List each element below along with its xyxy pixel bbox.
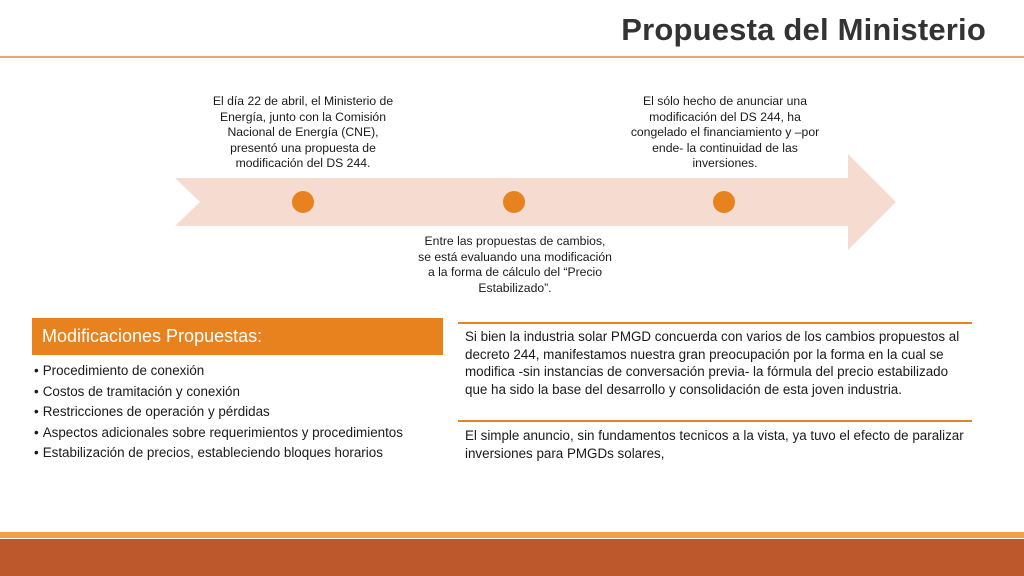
paragraph-divider-top <box>458 322 972 324</box>
timeline-event-2: Entre las propuestas de cambios, se está evaluando una modificación a la forma de cálculo del “Precio Estabilizado”. <box>418 234 612 295</box>
timeline-marker-1 <box>292 191 314 213</box>
footer-accent-line <box>0 532 1024 538</box>
footer-bar <box>0 539 1024 576</box>
list-item: • Estabilización de precios, estableciendo bloques horarios <box>34 443 403 464</box>
timeline-marker-3 <box>713 191 735 213</box>
list-item: • Costos de tramitación y conexión <box>34 382 403 403</box>
modifications-header: Modificaciones Propuestas: <box>32 318 443 355</box>
modifications-list <box>34 361 403 464</box>
paragraph-divider-middle <box>458 420 972 422</box>
timeline-event-3: El sólo hecho de anunciar una modificación del DS 244, ha congelado el financiamiento y –por ende- la continuidad de las inversiones. <box>630 94 820 170</box>
timeline-event-1: El día 22 de abril, el Ministerio de Energía, junto con la Comisión Nacional de Energía (CNE), presentó una propuesta de modificación del DS 244. <box>212 94 394 170</box>
list-item: • Aspectos adicionales sobre requerimientos y procedimientos <box>34 423 403 444</box>
list-item: • Procedimiento de conexión <box>34 361 403 382</box>
concern-paragraph: Si bien la industria solar PMGD concuerda con varios de los cambios propuestos al decreto 244, manifestamos nuestra gran preocupación por la forma en la cual se modifica -sin instancias de conversación previa- la fórmula del precio estabilizado que ha sido la base del desarrollo y consolidación de esta joven industria. <box>465 329 960 397</box>
list-item: • Restricciones de operación y pérdidas <box>34 402 403 423</box>
announcement-paragraph: El simple anuncio, sin fundamentos tecnicos a la vista, ya tuvo el efecto de paralizar inversiones para PMGDs solares, <box>465 428 964 461</box>
slide-title: Propuesta del Ministerio <box>621 12 986 47</box>
timeline-marker-2 <box>503 191 525 213</box>
